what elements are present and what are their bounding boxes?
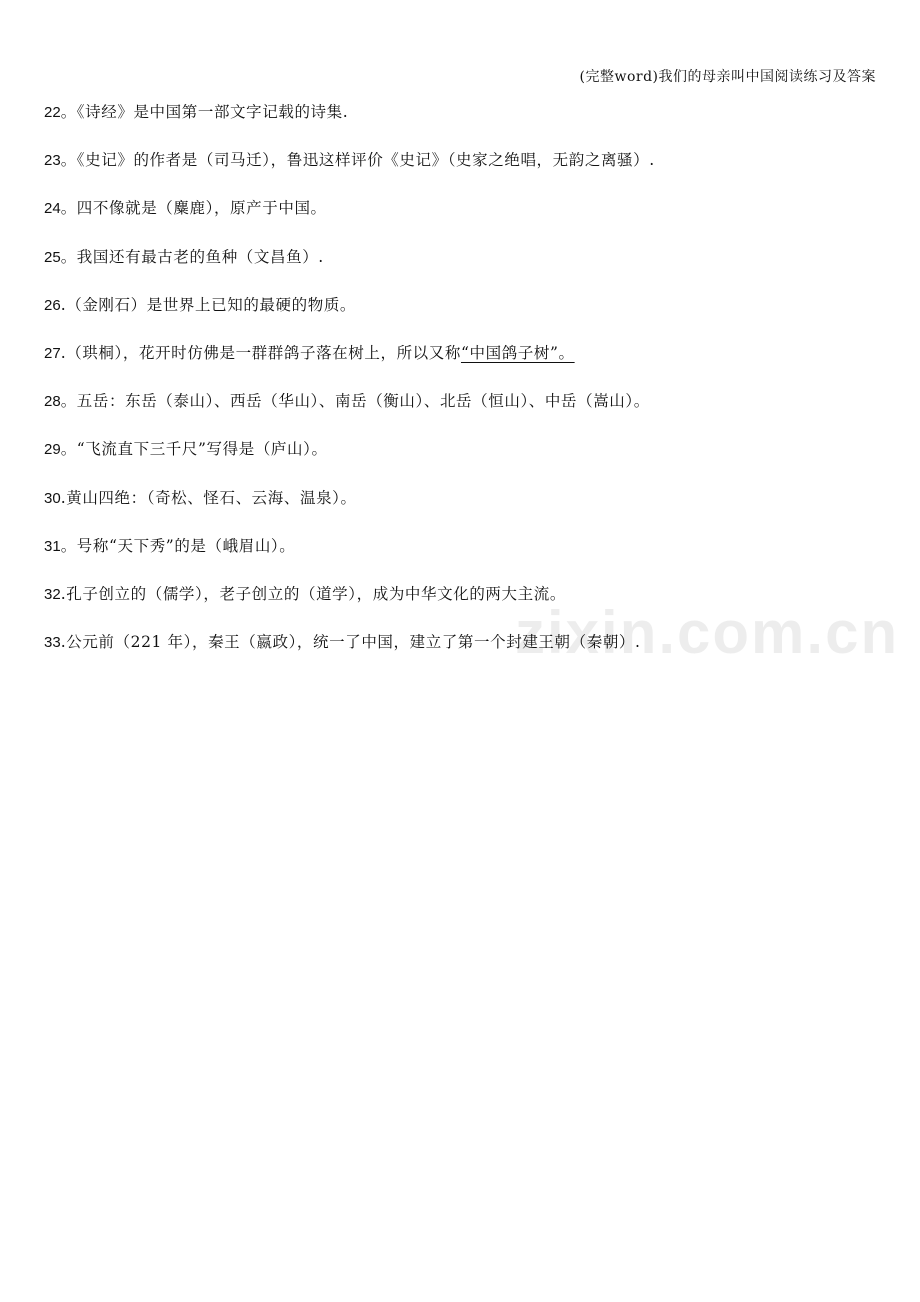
list-item	[44, 389, 884, 437]
item-number: 30	[44, 489, 61, 507]
question-list	[44, 100, 884, 678]
item-number: 31	[44, 537, 61, 555]
item-text: 。我国还有最古老的鱼种（文昌鱼）.	[60, 247, 324, 266]
item-number: 33	[44, 634, 61, 652]
list-item	[44, 148, 884, 196]
list-item	[44, 245, 884, 293]
item-text: .公元前（221 年），秦王（嬴政），统一了中国，建立了第一个封建王朝（秦朝）.	[60, 633, 641, 652]
item-text: 。“飞流直下三千尺”写得是（庐山）。	[60, 440, 328, 459]
item-text: 。号称“天下秀”的是（峨眉山）。	[60, 536, 296, 555]
item-number: 22	[44, 104, 61, 121]
item-number: 29	[44, 441, 61, 459]
item-number: 23	[44, 152, 61, 170]
item-number: 28	[44, 393, 61, 411]
list-item	[44, 293, 884, 341]
underlined-answer: “中国鸽子树”。	[460, 343, 575, 362]
list-item	[44, 437, 884, 485]
list-item	[44, 196, 884, 244]
item-text: 。五岳：东岳（泰山）、西岳（华山）、南岳（衡山）、北岳（恒山）、中岳（嵩山）。	[60, 392, 650, 411]
item-text: .孔子创立的（儒学），老子创立的（道学），成为中华文化的两大主流。	[60, 584, 566, 603]
item-text: .黄山四绝：（奇松、怪石、云海、温泉）。	[60, 488, 357, 507]
list-item	[44, 341, 884, 389]
list-item	[44, 486, 884, 534]
item-number: 27	[44, 344, 61, 362]
item-text: 。《史记》的作者是（司马迁），鲁迅这样评价《史记》（史家之绝唱，无韵之离骚）.	[60, 151, 655, 170]
item-number: 26	[44, 296, 61, 314]
page-header-title: (完整word)我们的母亲叫中国阅读练习及答案	[579, 69, 876, 85]
item-text: 。《诗经》是中国第一部文字记载的诗集.	[60, 103, 349, 121]
item-text: .（珙桐），花开时仿佛是一群群鸽子落在树上，所以又称	[60, 343, 461, 362]
item-number: 32	[44, 585, 61, 603]
watermark: zixin.com.cn	[515, 599, 900, 666]
list-item	[44, 534, 884, 582]
list-item	[44, 100, 884, 148]
item-number: 24	[44, 200, 61, 218]
item-text: .（金刚石）是世界上已知的最硬的物质。	[60, 295, 357, 314]
item-text: 。四不像就是（麋鹿），原产于中国。	[60, 199, 327, 218]
item-number: 25	[44, 248, 61, 266]
